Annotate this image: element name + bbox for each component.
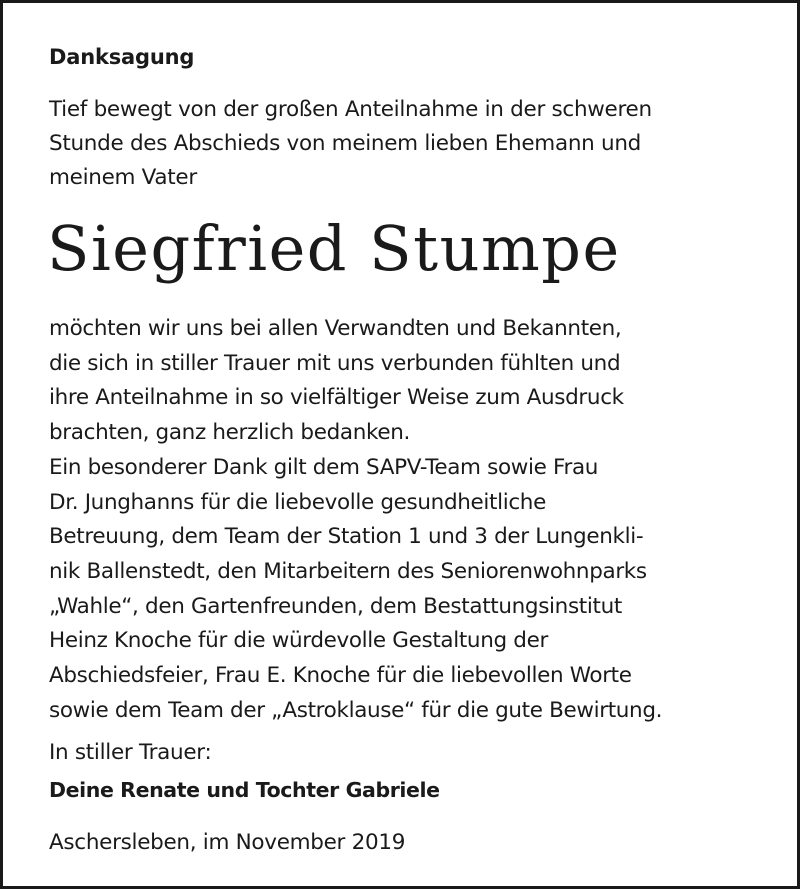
intro-line: Tief bewegt von der großen Anteilnahme in der schweren — [49, 97, 652, 122]
thanks-line: „Wahle“, den Gartenfreunden, dem Bestattungsinstitut — [49, 593, 622, 619]
thanks-line: die sich in stiller Trauer mit uns verbunden fühlten und — [49, 350, 621, 376]
thanks-line: Heinz Knoche für die würdevolle Gestaltung der — [49, 628, 548, 654]
deceased-name: Siegfried Stumpe — [47, 212, 621, 285]
thanks-line: sowie dem Team der „Astroklause“ für die gute Bewirtung. — [49, 697, 663, 723]
thanks-paragraph — [49, 312, 779, 728]
intro-line: meinem Vater — [49, 165, 197, 190]
intro-paragraph — [49, 93, 779, 195]
thanks-line: Betreuung, dem Team der Station 1 und 3 der Lungenkli- — [49, 524, 644, 550]
thanks-line: Ein besonderer Dank gilt dem SAPV-Team sowie Frau — [49, 454, 599, 480]
thanks-line: Dr. Junghanns für die liebevolle gesundheitliche — [49, 489, 546, 515]
place-and-date: Aschersleben, im November 2019 — [49, 830, 406, 855]
notice-heading: Danksagung — [49, 45, 195, 69]
intro-line: Stunde des Abschieds von meinem lieben Ehemann und — [49, 131, 642, 156]
signatories: Deine Renate und Tochter Gabriele — [49, 778, 440, 802]
thanks-line: nik Ballenstedt, den Mitarbeitern des Seniorenwohnparks — [49, 558, 647, 584]
thanks-line: Abschiedsfeier, Frau E. Knoche für die liebevollen Worte — [49, 663, 632, 689]
thanks-line: möchten wir uns bei allen Verwandten und Bekannten, — [49, 316, 622, 341]
closing-label: In stiller Trauer: — [49, 740, 212, 765]
thanks-line: ihre Anteilnahme in so vielfältiger Weise zum Ausdruck — [49, 385, 624, 411]
thanks-line: brachten, ganz herzlich bedanken. — [49, 420, 410, 446]
